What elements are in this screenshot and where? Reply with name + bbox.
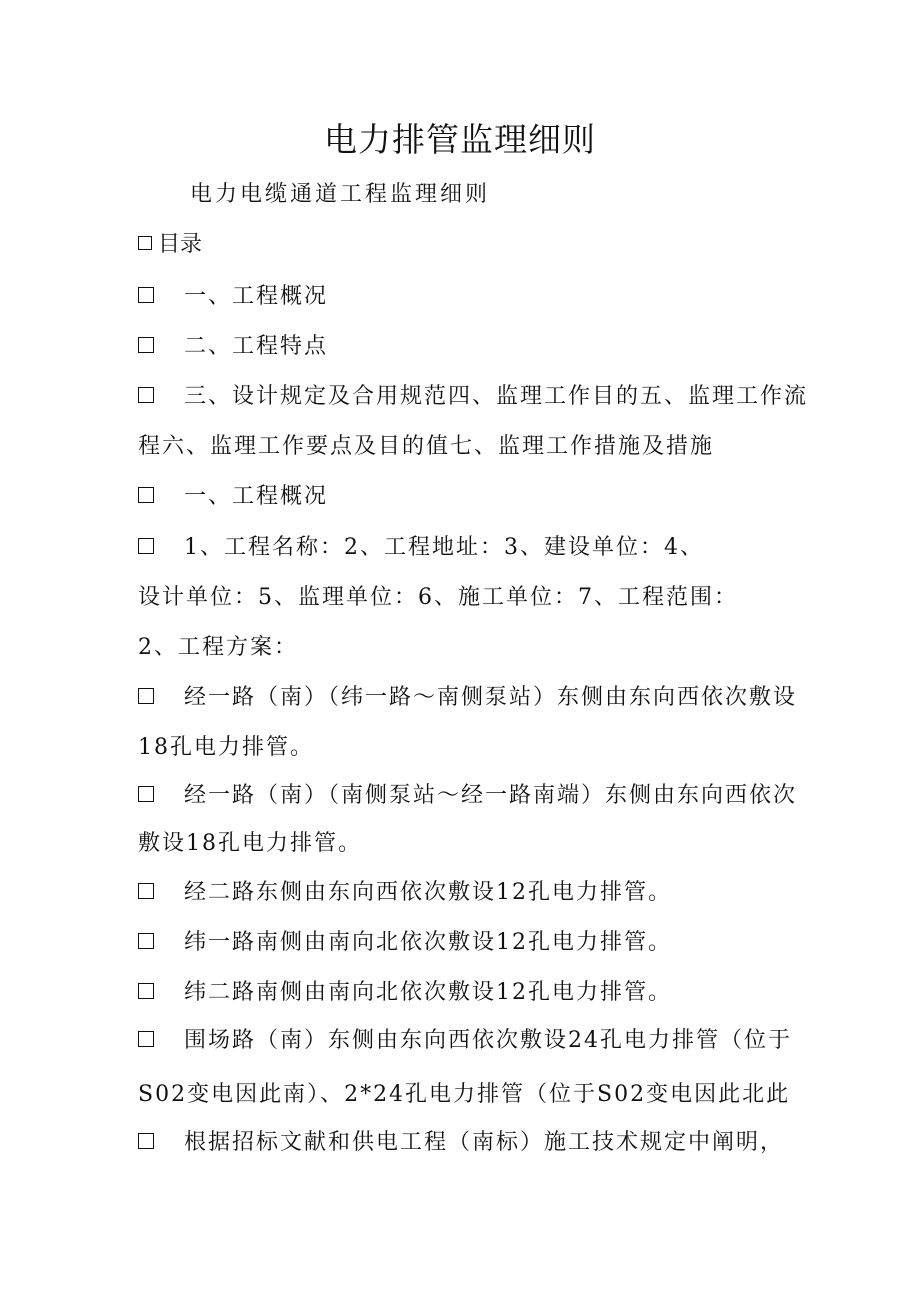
checkbox-icon — [138, 236, 152, 250]
checkbox-icon — [138, 983, 154, 999]
paragraph-line: 纬一路南侧由南向北依次敷设12孔电力排管。 — [138, 928, 798, 958]
paragraph-line: 2、工程方案： — [138, 635, 298, 660]
checkbox-icon — [138, 1133, 154, 1149]
checkbox-icon — [138, 538, 154, 554]
checkbox-icon — [138, 688, 154, 704]
toc-heading-line — [138, 230, 798, 260]
document-title: 电力排管监理细则 — [324, 120, 596, 159]
paragraph-line: 经二路东侧由东向西依次敷设12孔电力排管。 — [138, 878, 798, 908]
paragraph-line: 敷设18孔电力排管。 — [138, 831, 362, 856]
paragraph-line: 经一路（南）（纬一路～南侧泵站）东侧由东向西依次敷设 — [138, 683, 798, 713]
checkbox-icon — [138, 487, 154, 503]
section-heading: 一、工程概况 — [138, 482, 798, 512]
paragraph-line: 根据招标文献和供电工程（南标）施工技术规定中阐明， — [138, 1128, 798, 1158]
paragraph-line: 经一路（南）（南侧泵站～经一路南端）东侧由东向西依次 — [138, 781, 798, 811]
paragraph-line: S02变电因此南）、2*24孔电力排管（位于S02变电因此北此 — [138, 1082, 791, 1107]
toc-item-continuation: 程六、监理工作要点及目的值七、监理工作措施及措施 — [138, 434, 715, 459]
checkbox-icon — [138, 786, 154, 802]
paragraph-line: 18孔电力排管。 — [138, 735, 314, 760]
checkbox-icon — [138, 387, 154, 403]
paragraph-line: 围场路（南）东侧由东向西依次敷设24孔电力排管（位于 — [138, 1026, 798, 1056]
toc-item: 一、工程概况 — [138, 282, 798, 312]
toc-item: 三、设计规定及合用规范四、监理工作目的五、监理工作流 — [138, 382, 798, 412]
document-subtitle: 电力电缆通道工程监理细则 — [190, 182, 491, 207]
checkbox-icon — [138, 1031, 154, 1047]
checkbox-icon — [138, 883, 154, 899]
paragraph-line: 纬二路南侧由南向北依次敷设12孔电力排管。 — [138, 978, 798, 1008]
toc-heading: 目录 — [158, 232, 203, 257]
checkbox-icon — [138, 287, 154, 303]
paragraph-line: 1、工程名称：2、工程地址：3、建设单位：4、 — [138, 533, 798, 563]
checkbox-icon — [138, 933, 154, 949]
toc-item: 二、工程特点 — [138, 332, 798, 362]
checkbox-icon — [138, 337, 154, 353]
paragraph-line: 设计单位：5、监理单位：6、施工单位：7、工程范围： — [138, 585, 738, 610]
